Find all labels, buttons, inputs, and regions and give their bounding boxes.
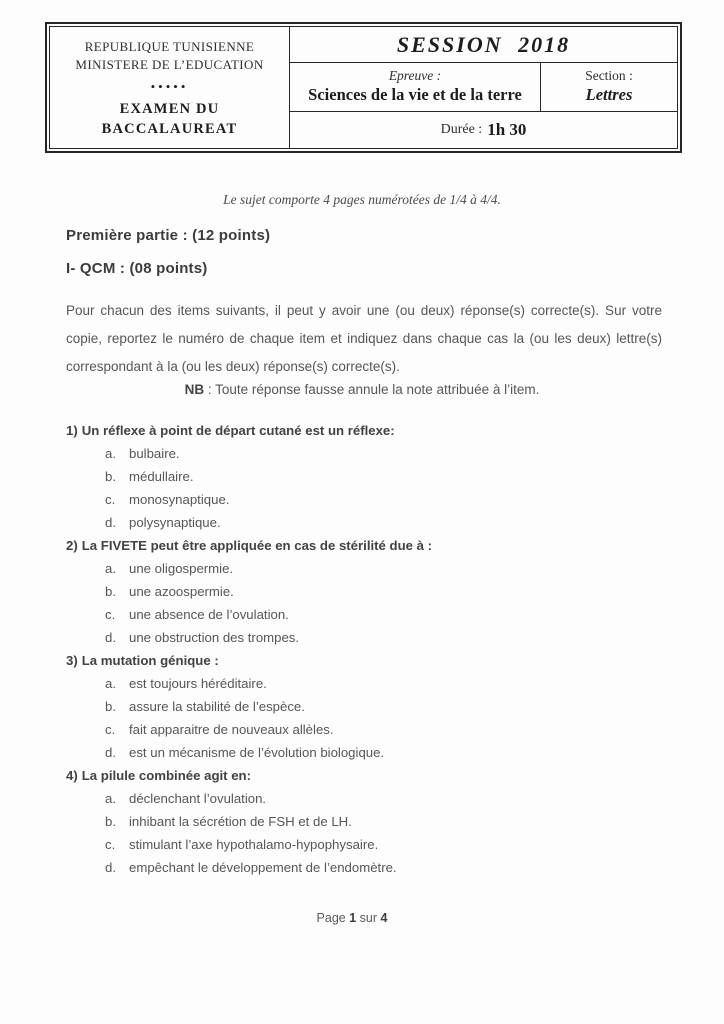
question-heading (66, 534, 666, 557)
question-option (66, 695, 666, 718)
question-option (66, 741, 666, 764)
question-option (66, 465, 666, 488)
option-text: une obstruction des trompes. (129, 630, 300, 645)
session-title: SESSION 2018 (290, 27, 677, 63)
qcm-question-list (66, 419, 666, 879)
question-text: Un réflexe à point de départ cutané est un réflexe: (81, 423, 395, 438)
question-option (66, 856, 666, 879)
option-text: polysynaptique. (129, 515, 221, 530)
question-option (66, 511, 666, 534)
part-one-title: Première partie : (12 points) (66, 227, 271, 244)
option-letter: d. (105, 630, 116, 645)
qcm-section-title: I- QCM : (08 points) (66, 260, 208, 277)
option-text: monosynaptique. (129, 492, 230, 507)
question-2 (66, 534, 666, 649)
question-1 (66, 419, 666, 534)
qcm-instructions: Pour chacun des items suivants, il peut y avoir une (ou deux) réponse(s) correcte(s). Sur votre copie, reportez le numéro de chaque item et indiquez dans chaque cas la (ou les deux) lettre(s) correspondant à la (ou les deux) réponse(s) correcte(s). (66, 303, 662, 374)
option-letter: c. (105, 492, 116, 507)
option-letter: a. (105, 676, 116, 691)
option-letter: d. (105, 860, 116, 875)
option-text: déclenchant l’ovulation. (129, 791, 267, 806)
ministry-line: MINISTERE DE L’EDUCATION (75, 57, 264, 72)
pages-notice: Le sujet comporte 4 pages numérotées de 1/4 à 4/4. (223, 192, 501, 207)
duree-label: Durée : (440, 122, 483, 137)
footer-page-word: Page (316, 911, 350, 925)
exam-header-box (45, 22, 682, 153)
page-footer (0, 911, 704, 925)
option-text: une azoospermie. (129, 584, 234, 599)
question-option (66, 787, 666, 810)
option-text: est un mécanisme de l’évolution biologique. (129, 745, 385, 760)
question-option (66, 833, 666, 856)
footer-page-total: 4 (380, 911, 388, 925)
question-option (66, 672, 666, 695)
question-option (66, 557, 666, 580)
epreuve-cell (290, 63, 541, 111)
epreuve-label: Epreuve : (388, 68, 442, 83)
republic-line: REPUBLIQUE TUNISIENNE (84, 39, 255, 54)
option-text: est toujours héréditaire. (129, 676, 267, 691)
question-option (66, 718, 666, 741)
separator-dots: ••••• (150, 79, 189, 94)
option-letter: b. (105, 814, 116, 829)
option-text: stimulant l’axe hypothalamo-hypophysaire. (129, 837, 379, 852)
option-letter: a. (105, 561, 116, 576)
option-text: fait apparaitre de nouveaux allèles. (129, 722, 334, 737)
question-option (66, 488, 666, 511)
footer-page-number: 1 (349, 911, 357, 925)
question-option (66, 580, 666, 603)
option-letter: b. (105, 584, 116, 599)
question-number: 4) (66, 768, 78, 783)
section-cell (541, 63, 677, 111)
question-heading (66, 419, 666, 442)
question-text: La FIVETE peut être appliquée en cas de stérilité due à : (81, 538, 433, 553)
option-text: une absence de l’ovulation. (129, 607, 289, 622)
option-letter: c. (105, 607, 116, 622)
option-letter: c. (105, 837, 116, 852)
exam-header-table (49, 26, 678, 149)
question-3 (66, 649, 666, 764)
question-number: 2) (66, 538, 78, 553)
question-text: La pilule combinée agit en: (81, 768, 252, 783)
option-letter: a. (105, 446, 116, 461)
header-institution-cell (50, 27, 290, 148)
question-option (66, 442, 666, 465)
duree-value: 1h 30 (487, 120, 527, 139)
nb-label: NB (184, 382, 205, 397)
epreuve-value: Sciences de la vie et de la terre (308, 85, 522, 104)
question-option (66, 603, 666, 626)
option-text: une oligospermie. (129, 561, 234, 576)
option-text: empêchant le développement de l’endomètre. (129, 860, 397, 875)
question-option (66, 810, 666, 833)
section-value: Lettres (585, 85, 633, 104)
option-text: assure la stabilité de l’espèce. (129, 699, 305, 714)
option-letter: c. (105, 722, 116, 737)
question-number: 1) (66, 423, 78, 438)
option-text: bulbaire. (129, 446, 180, 461)
option-letter: d. (105, 515, 116, 530)
question-heading (66, 649, 666, 672)
header-right-column (290, 27, 677, 148)
question-4 (66, 764, 666, 879)
duree-cell (290, 112, 677, 148)
option-letter: a. (105, 791, 116, 806)
option-letter: b. (105, 699, 116, 714)
exam-title-line-2: BACCALAUREAT (101, 121, 238, 137)
question-number: 3) (66, 653, 78, 668)
option-letter: b. (105, 469, 116, 484)
option-text: inhibant la sécrétion de FSH et de LH. (129, 814, 352, 829)
nb-note (0, 382, 724, 397)
question-text: La mutation génique : (81, 653, 219, 668)
option-letter: d. (105, 745, 116, 760)
header-middle-row (290, 63, 677, 112)
question-heading (66, 764, 666, 787)
section-label: Section : (585, 68, 633, 83)
question-option (66, 626, 666, 649)
option-text: médullaire. (129, 469, 194, 484)
exam-title-line-1: EXAMEN DU (119, 101, 220, 117)
footer-sur-word: sur (356, 911, 381, 925)
nb-text: : Toute réponse fausse annule la note attribuée à l’item. (204, 382, 540, 397)
